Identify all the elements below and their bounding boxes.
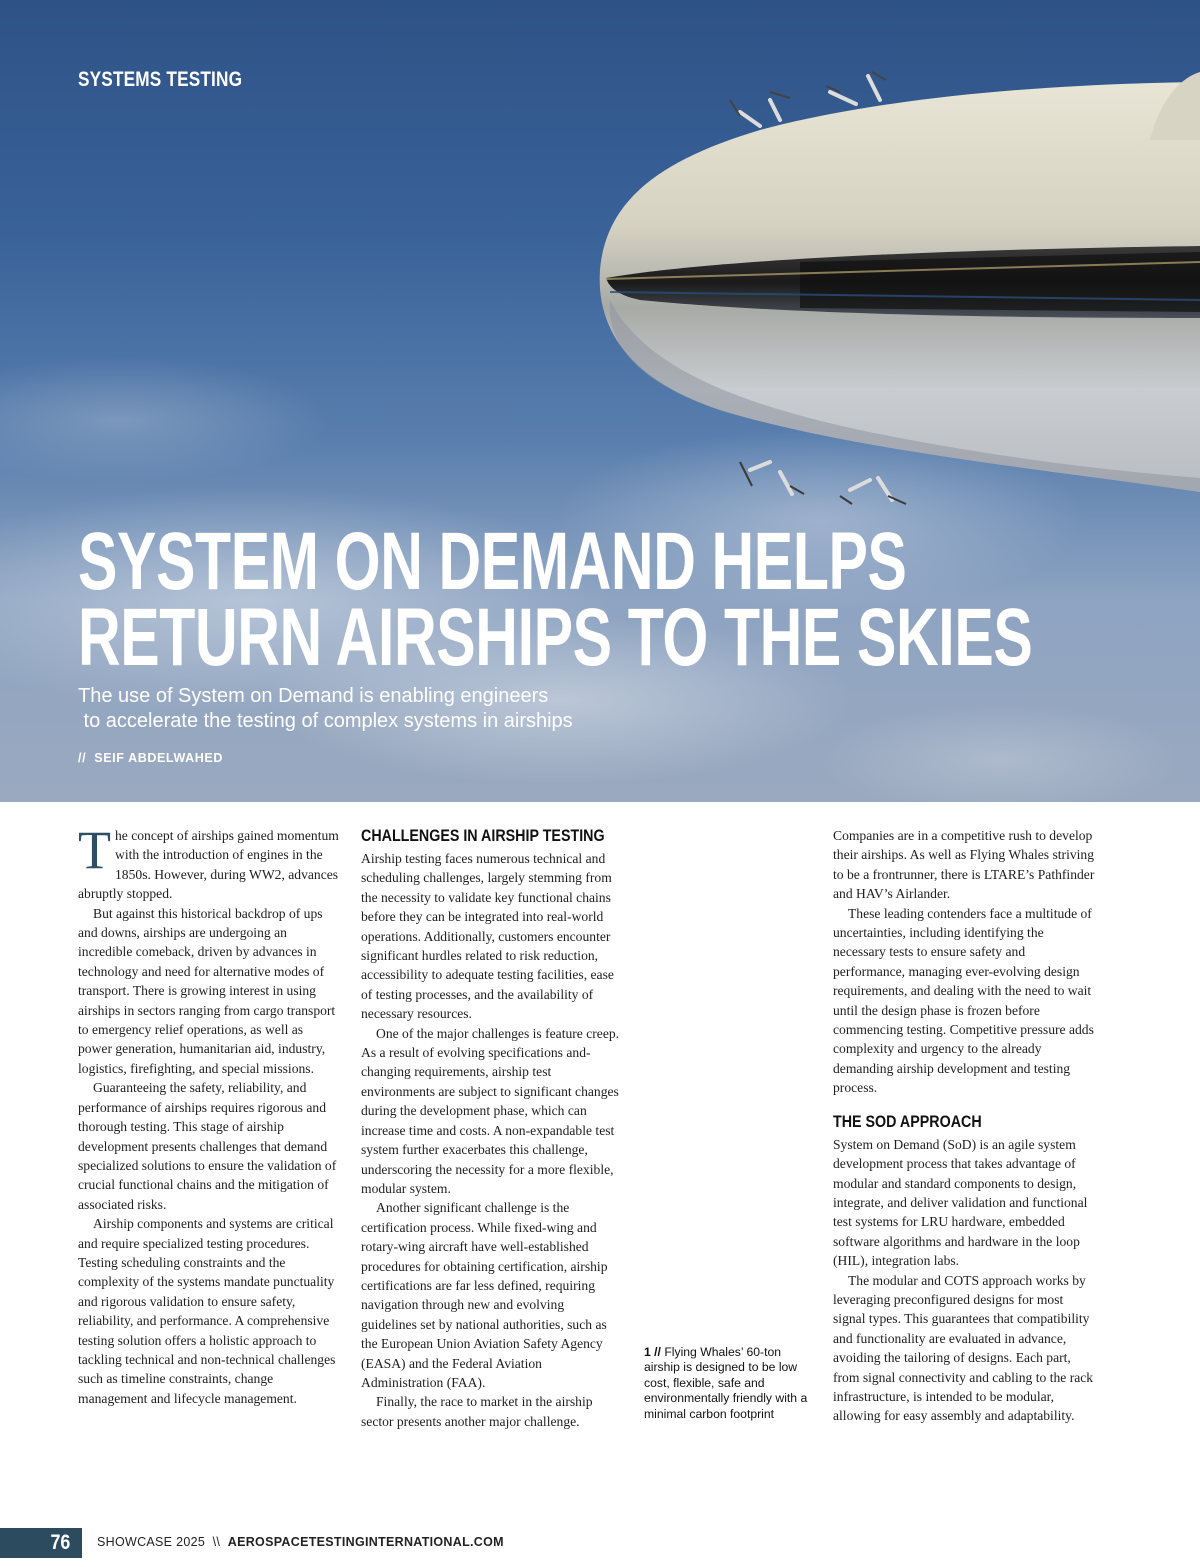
footer [97,1535,504,1549]
paragraph: Airship components and systems are critical and require specialized testing procedures. Testing scheduling constraints and the complexity of the systems mandate punctuality and rigorous validation to ensure safety, reliability, and performance. A comprehensive testing solution offers a holistic approach to tackling technical and non-technical challenges such as timeline constraints, change management and lifecycle management. [78,1216,336,1406]
article-column-1 [78,820,340,1408]
paragraph: Airship testing faces numerous technical and scheduling challenges, largely stemming from the necessity to validate key functional chains before they can be integrated into real-world operations. Additionally, customers encounter significant hurdles related to risk reduction, accessibility to adequate testing facilities, ease of testing processes, and the availability of necessary resources. [361,851,614,1022]
issue-name: SHOWCASE 2025 \\ [97,1535,228,1549]
headline [78,516,1033,683]
section-heading: CHALLENGES IN AIRSHIP TESTING [361,826,605,845]
paragraph: The modular and COTS approach works by leveraging preconfigured designs for most signal types. This guarantees that compatibility and functionality are evaluated in advance, avoiding the tailoring of designs. Each part, from signal connectivity and cabling to the rack infrastructure, is intended to be modular, allowing for easy assembly and adaptability. [833,1272,1094,1424]
headline-line-1: SYSTEM ON DEMAND HELPS [78,516,907,607]
page-number: 76 [50,1531,70,1554]
paragraph: One of the major challenges is feature creep. As a result of evolving specifications and-changing requirements, airship test environments are subject to significant changes during the development phase, which can increase time and costs. A non-expandable test system further exacerbates this challenge, underscoring the necessity for a more flexible, modular system. [361,1025,620,1196]
drop-cap: T [78,820,111,880]
caption-number: 1 // [644,1345,661,1359]
standfirst-line-1: The use of System on Demand is enabling engineers [78,685,549,707]
page-number-tab [0,1528,82,1558]
article-column-3 [833,826,1097,1426]
paragraph: Finally, the race to market in the airship sector presents another major challenge. [361,1394,593,1429]
section-label: SYSTEMS TESTING [78,68,243,91]
article-column-2 [361,826,623,1431]
paragraph-text: he concept of airships gained momentum with the introduction of engines in the 1850s. However, during WW2, advances abruptly stopped. [78,828,339,902]
paragraph: Companies are in a competitive rush to develop their airships. As well as Flying Whales striving to be a frontrunner, there is LTARE’s Pathfinder and HAV’s Airlander. [833,828,1095,902]
headline-line-2: RETURN AIRSHIPS TO THE SKIES [78,592,1033,683]
paragraph: Guaranteeing the safety, reliability, and performance of airships requires rigorous and thorough testing. This stage of airship development presents challenges that demand specialized solutions to ensure the validation of crucial functional chains and the mitigation of associated risks. [78,1080,337,1212]
paragraph: Another significant challenge is the certification process. While fixed-wing and rotary-wing aircraft have well-established procedures for obtaining certification, airship certifications are far less defined, requiring navigation through new and evolving guidelines set by national authorities, such as the European Union Aviation Safety Agency (EASA) and the Federal Aviation Administration (FAA). [361,1200,608,1390]
image-caption [644,1345,814,1422]
paragraph [78,820,340,904]
standfirst [78,684,573,734]
paragraph: These leading contenders face a multitude of uncertainties, including identifying the necessary tests to ensure safety and performance, managing ever-evolving design requirements, and dealing with the need to wait until the design phase is frozen before commencing testing. Competitive pressure adds complexity and urgency to the already demanding airship development and testing process. [833,905,1094,1096]
paragraph: System on Demand (SoD) is an agile system development process that takes advantage of modular and standard components to design, integrate, and deliver validation and functional test systems for LRU hardware, embedded software algorithms and hardware in the loop (HIL), integration labs. [833,1136,1088,1269]
author-byline: // SEIF ABDELWAHED [78,751,223,765]
website-link[interactable]: AEROSPACETESTINGINTERNATIONAL.COM [227,1535,504,1549]
section-heading: THE SOD APPROACH [833,1111,982,1131]
standfirst-line-2: to accelerate the testing of complex systems in airships [78,710,573,732]
paragraph: But against this historical backdrop of ups and downs, airships are undergoing an incredible comeback, driven by advances in technology and need for alternative modes of transport. There is growing interest in using airships in sectors ranging from cargo transport to emergency relief operations, as well as power generation, humanitarian aid, industry, logistics, firefighting, and special missions. [78,905,336,1076]
caption-text: Flying Whales’ 60-ton airship is designed to be low cost, flexible, safe and environmentally friendly with a minimal carbon footprint [644,1345,808,1421]
